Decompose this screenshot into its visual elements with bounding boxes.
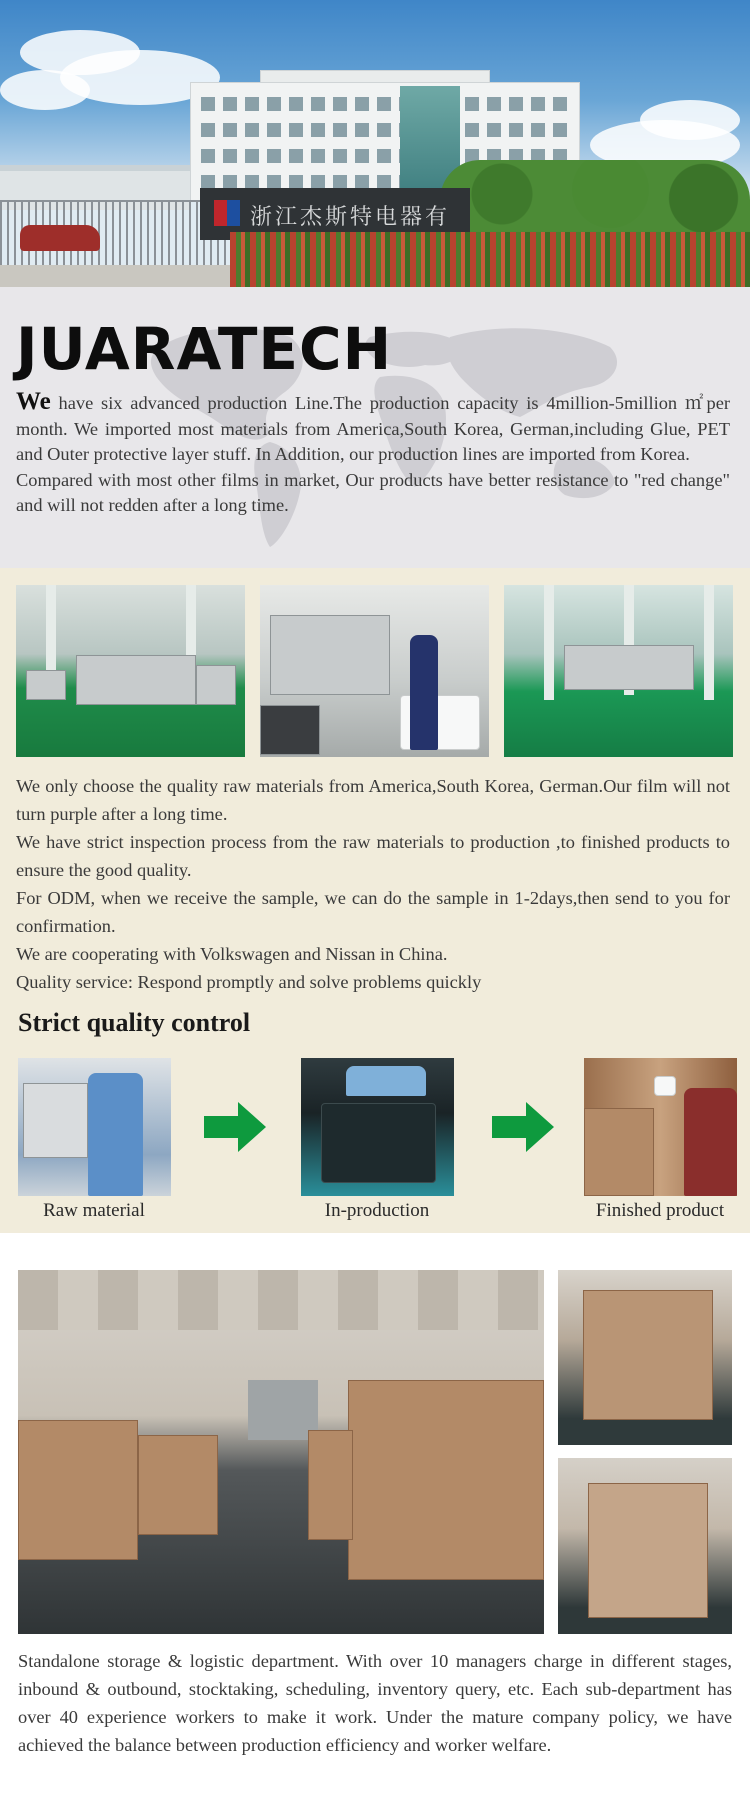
factory-photo xyxy=(0,0,750,287)
flower-bed xyxy=(230,232,750,287)
cloud xyxy=(640,100,740,140)
raw-material-photo xyxy=(18,1058,171,1196)
production-line-photo-1 xyxy=(16,585,245,757)
cloud xyxy=(0,70,90,110)
in-production-photo xyxy=(301,1058,454,1196)
production-text xyxy=(16,772,730,996)
production-line: We are cooperating with Volkswagen and Nissan in China. xyxy=(16,944,448,964)
about-paragraph-2: Compared with most other films in market, Our products have better resistance to "red change" and will not redden after a long time. xyxy=(16,469,730,515)
sign-text: 浙江杰斯特电器有 xyxy=(250,205,451,230)
pallet-photo-2 xyxy=(558,1458,732,1634)
lead-word: We xyxy=(16,388,51,415)
step-label-finished-product: Finished product xyxy=(595,1200,725,1221)
ground xyxy=(0,265,260,287)
warehouse-text: Standalone storage & logistic department. With over 10 managers charge in different stages, inbound & outbound, stocktaking, scheduling, inventory query, etc. Each sub-department has over 40 experience workers to make it work. Under the mature company policy, we have achieved the balance between production efficiency and worker welfare. xyxy=(18,1651,732,1755)
arrow-right-icon xyxy=(492,1102,554,1152)
pallet-photo-1 xyxy=(558,1270,732,1445)
about-text xyxy=(16,389,730,519)
quality-control-title: Strict quality control xyxy=(18,1008,251,1037)
finished-product-photo xyxy=(584,1058,737,1196)
company-logo-icon xyxy=(214,200,240,226)
step-label-raw-material: Raw material xyxy=(43,1200,145,1221)
warehouse-section xyxy=(0,1233,750,1801)
warehouse-photo xyxy=(18,1270,544,1634)
about-paragraph-1: have six advanced production Line.The production capacity is 4million-5million ㎡per month. We imported most materials from America,South Korea, German,including Glue, PET and Outer protective layer stuff. In Addition, our production lines are imported from Korea. xyxy=(16,393,730,464)
production-line-photo-2 xyxy=(504,585,733,757)
production-worker-photo xyxy=(260,585,489,757)
production-line: We only choose the quality raw materials from America,South Korea, German.Our film will not turn purple after a long time. xyxy=(16,776,730,824)
step-label-in-production: In-production xyxy=(324,1200,430,1221)
about-section xyxy=(0,287,750,568)
production-line: For ODM, when we receive the sample, we can do the sample in 1-2days,then send to you for confirmation. xyxy=(16,888,730,936)
car xyxy=(20,225,100,251)
arrow-right-icon xyxy=(204,1102,266,1152)
production-line: Quality service: Respond promptly and solve problems quickly xyxy=(16,972,482,992)
brand-title: JUARATECH xyxy=(16,315,393,383)
production-section xyxy=(0,568,750,1233)
production-line: We have strict inspection process from the raw materials to production ,to finished products to ensure the good quality. xyxy=(16,832,730,880)
